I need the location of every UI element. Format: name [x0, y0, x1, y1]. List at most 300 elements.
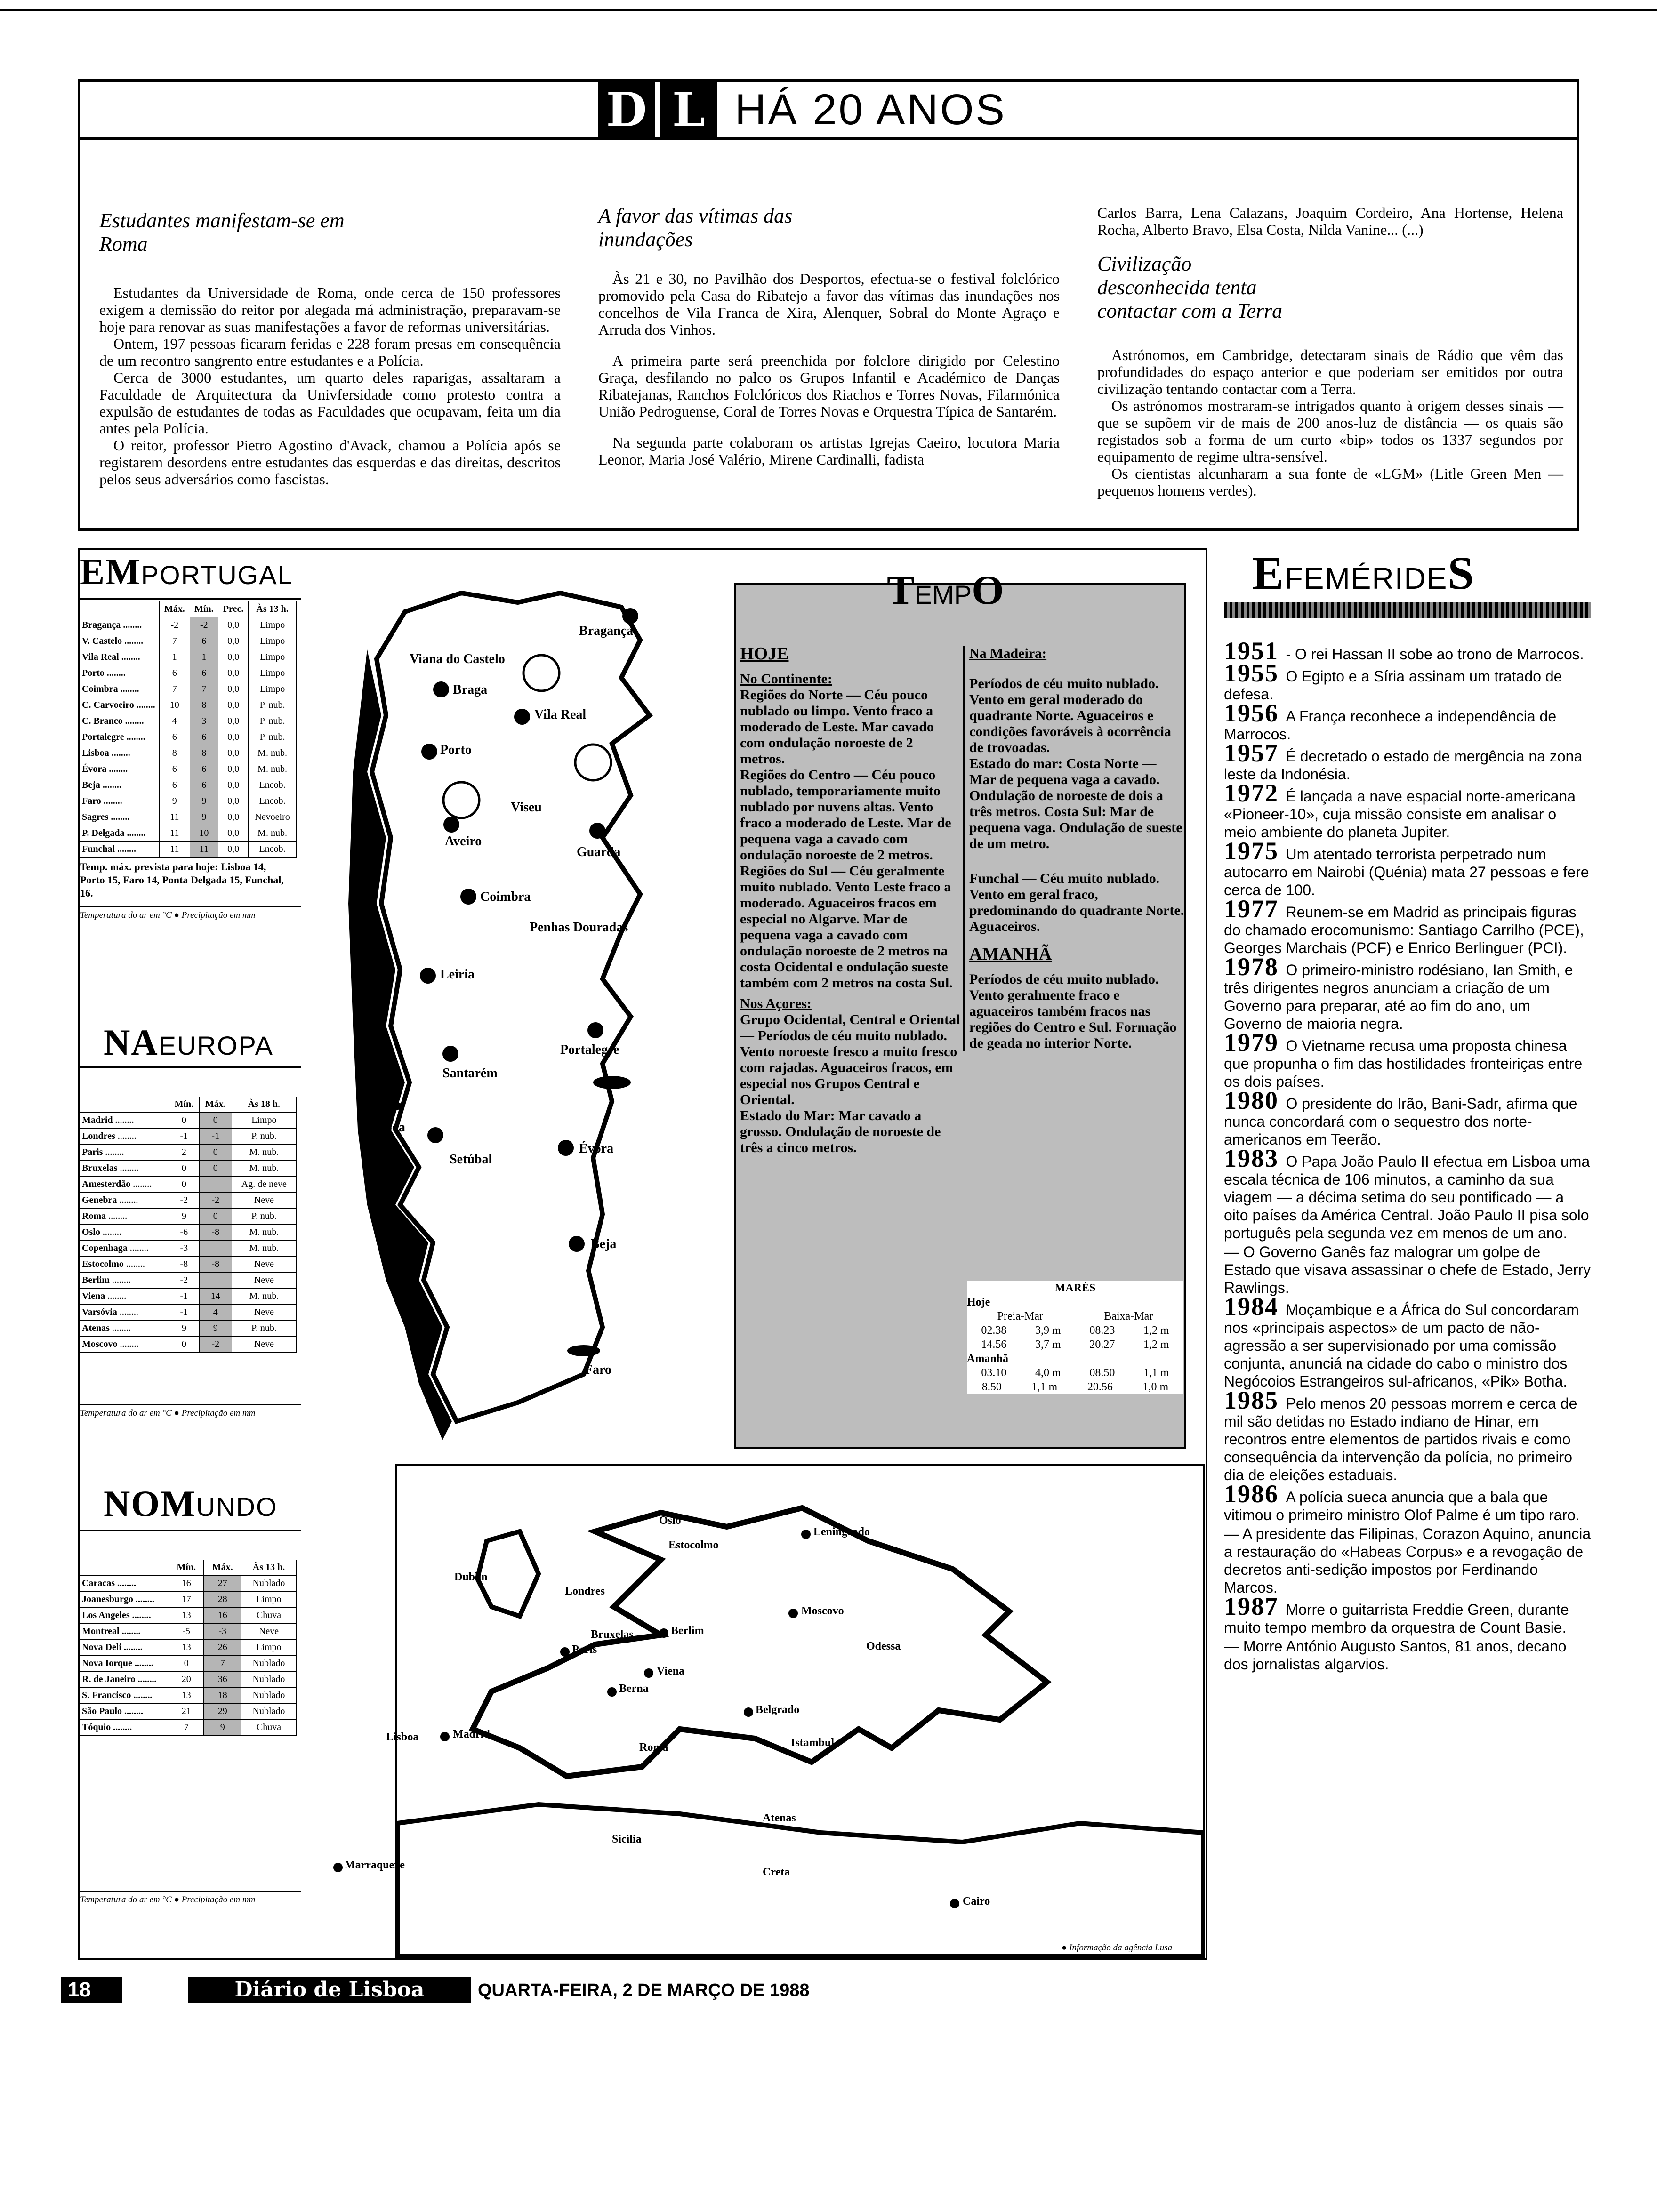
paragraph: Os cientistas alcunharam a sua fonte de «LGM» (Litle Green Men — pequenos homens verdes). — [1097, 465, 1563, 499]
cell-value: M. nub. — [232, 1241, 296, 1257]
title-big: NO — [104, 1483, 161, 1524]
table-row — [80, 617, 297, 633]
na-europa-panel — [80, 1021, 301, 1419]
cell-value: P. nub. — [232, 1209, 296, 1225]
title-mid: EMP — [914, 580, 972, 609]
cell-value: 13 — [169, 1640, 204, 1656]
efemerides-title — [1252, 546, 1591, 598]
cell-value: P. nub. — [249, 729, 297, 745]
em-portugal-table — [80, 601, 297, 858]
city-dot — [440, 1732, 450, 1741]
cell-value: 7 — [160, 633, 190, 649]
city-dot — [420, 968, 436, 984]
cell-city: Lisboa ........ — [80, 745, 160, 761]
article-roma — [99, 209, 561, 488]
cell-value: Neve — [232, 1337, 296, 1353]
header-city — [80, 601, 160, 617]
na-europa-table — [80, 1097, 297, 1353]
mares-cell: 1,0 m — [1142, 1381, 1169, 1393]
city-atenas: Atenas — [763, 1812, 796, 1824]
cell-city: Vila Real ........ — [80, 649, 160, 665]
efemeride-year: 1987 — [1224, 1592, 1286, 1620]
table-row — [80, 1161, 297, 1177]
cell-city: Viena ........ — [80, 1289, 169, 1305]
cell-value: Limpo — [249, 681, 297, 697]
cell-value: 16 — [169, 1576, 204, 1592]
efemeride-item — [1224, 1086, 1591, 1148]
cell-city: Nova Iorque ........ — [80, 1656, 169, 1672]
table-row — [80, 793, 297, 809]
efemeride-year: 1977 — [1224, 895, 1286, 923]
article-civilizacao — [1097, 204, 1563, 499]
cell-city: Estocolmo ........ — [80, 1257, 169, 1273]
cell-city: C. Carvoeiro ........ — [80, 697, 160, 713]
city-dot — [558, 1140, 574, 1156]
title-rest: UNDO — [196, 1492, 278, 1522]
hoje-heading: HOJE — [740, 644, 789, 664]
cell-value: 7 — [204, 1656, 241, 1672]
title-mid: FEMÉRIDE — [1284, 561, 1448, 595]
city-dot — [659, 1628, 668, 1638]
city-porto: Porto — [440, 743, 472, 757]
cell-value: 0,0 — [218, 761, 249, 777]
cell-value: 6 — [160, 665, 190, 681]
title-rest: EUROPA — [158, 1031, 274, 1060]
amanha-heading: AMANHÃ — [969, 944, 1052, 964]
city-braganca: Bragança — [579, 624, 634, 638]
mares-cell: 4,0 m — [1035, 1367, 1061, 1379]
city-dot — [443, 817, 459, 833]
cell-value: Chuva — [241, 1720, 296, 1736]
cell-city: Atenas ........ — [80, 1321, 169, 1337]
efemeride-item — [1224, 1386, 1591, 1484]
cell-value: 0,0 — [218, 665, 249, 681]
efemeride-item — [1224, 1292, 1591, 1390]
efemeride-year: 1955 — [1224, 659, 1286, 687]
header-max: Máx. — [204, 1560, 241, 1576]
cell-value: 6 — [160, 777, 190, 793]
mares-table — [967, 1281, 1183, 1394]
cell-value: P. nub. — [232, 1129, 296, 1145]
cell-value: 1 — [160, 649, 190, 665]
cell-city: Londres ........ — [80, 1129, 169, 1145]
table-row — [80, 1640, 297, 1656]
no-mundo-panel — [80, 1483, 301, 1905]
city-dot — [427, 1127, 443, 1143]
mares-cell: 14.56 — [981, 1338, 1007, 1351]
city-dublin: Dublin — [454, 1571, 488, 1583]
madeira-text: Períodos de céu muito nublado. Vento em geral moderado do quadrante Norte. Aguaceiros e condições favoráveis à ocorrência de trovoadas. — [969, 676, 1172, 755]
cell-city: Coimbra ........ — [80, 681, 160, 697]
header-city — [80, 1097, 169, 1113]
city-aveiro: Aveiro — [445, 834, 482, 849]
cell-value: 11 — [160, 842, 190, 858]
cloud-icon — [370, 1100, 402, 1112]
header-max: Máx. — [160, 601, 190, 617]
headline-roma: Estudantes manifestam-se em Roma — [99, 209, 345, 256]
cell-value: 26 — [204, 1640, 241, 1656]
mares-header — [967, 1309, 1183, 1323]
city-viseu: Viseu — [511, 800, 542, 815]
sun-icon — [523, 655, 559, 691]
forecast-text: Temp. máx. prevista para hoje: Lisboa 14, Porto 15, Faro 14, Ponta Delgada 15, Funchal, 16. — [80, 861, 284, 899]
table-row — [80, 809, 297, 825]
efemeride-year: 1957 — [1224, 739, 1286, 767]
efemeride-year: 1984 — [1224, 1292, 1286, 1321]
cell-value: M. nub. — [232, 1161, 296, 1177]
baixa-mar: Baixa-Mar — [1104, 1310, 1153, 1322]
cell-value: -2 — [169, 1273, 200, 1289]
cell-value: P. nub. — [249, 697, 297, 713]
table-row — [80, 1624, 297, 1640]
cell-value: -8 — [199, 1257, 232, 1273]
city-dot — [801, 1530, 811, 1539]
headline-inundacoes: A favor das vítimas das inundações — [598, 204, 793, 251]
cell-city: Sagres ........ — [80, 809, 160, 825]
mares-hoje: Hoje — [967, 1296, 990, 1308]
city-leiria: Leiria — [440, 967, 475, 982]
city-istambul: Istambul — [791, 1737, 835, 1749]
city-dot — [587, 1022, 603, 1038]
cell-value: M. nub. — [249, 825, 297, 842]
table-row — [80, 1688, 297, 1704]
table-row — [80, 681, 297, 697]
cell-city: Beja ........ — [80, 777, 160, 793]
city-dot — [644, 1668, 653, 1678]
efemeride-year: 1986 — [1224, 1480, 1286, 1508]
cell-value: 7 — [160, 681, 190, 697]
table-row — [80, 1672, 297, 1688]
city-setubal: Setúbal — [450, 1152, 492, 1167]
table-row — [80, 1321, 297, 1337]
city-bruxelas: Bruxelas — [591, 1628, 634, 1641]
city-evora: Évora — [579, 1141, 614, 1156]
city-lisboa-eu: Lisboa — [386, 1731, 419, 1743]
footer — [61, 1977, 1191, 2005]
cell-city: Porto ........ — [80, 665, 160, 681]
title-big: NA — [104, 1022, 159, 1063]
cell-value: Nublado — [241, 1672, 296, 1688]
city-dot — [514, 709, 530, 725]
logo-d: D — [598, 82, 655, 137]
efemeride-year: 1979 — [1224, 1028, 1286, 1057]
table-row — [80, 825, 297, 842]
cell-city: V. Castelo ........ — [80, 633, 160, 649]
cell-value: -8 — [169, 1257, 200, 1273]
cell-city: Bruxelas ........ — [80, 1161, 169, 1177]
cell-value: 6 — [190, 761, 218, 777]
dl-logo — [598, 82, 717, 137]
mares-amanha: Amanhã — [967, 1353, 1009, 1365]
table-row — [80, 1720, 297, 1736]
efemeride-item — [1224, 837, 1591, 899]
city-moscovo: Moscovo — [801, 1605, 844, 1617]
table-row — [80, 1305, 297, 1321]
title-big: EM — [80, 551, 141, 592]
europe-land — [473, 1508, 1047, 1776]
ha-20-anos-box — [78, 79, 1579, 531]
table-row — [80, 1608, 297, 1624]
cell-value: 0 — [199, 1209, 232, 1225]
cell-value: 0 — [169, 1177, 200, 1193]
cell-value: 0,0 — [218, 745, 249, 761]
cell-value: 0,0 — [218, 842, 249, 858]
city-berna: Berna — [619, 1683, 649, 1695]
efemeride-text: Reunem-se em Madrid as principais figuras do chamado erocomunismo: Santiago Carrilho (PCE), Georges Marchais (PCF) e Enrico Berlinguer (PCI). — [1224, 904, 1584, 956]
logo-l: L — [660, 82, 717, 137]
masthead: Diário de Lisboa — [188, 1977, 471, 2003]
cell-city: Varsóvia ........ — [80, 1305, 169, 1321]
efemeride-year: 1985 — [1224, 1386, 1286, 1414]
cell-value: -2 — [199, 1193, 232, 1209]
mares-cell: 1,2 m — [1143, 1324, 1169, 1337]
cell-city: São Paulo ........ — [80, 1704, 169, 1720]
issue-date: QUARTA-FEIRA, 2 DE MARÇO DE 1988 — [478, 1980, 810, 2000]
lusa-credit: ● Informação da agência Lusa — [1062, 1943, 1173, 1953]
table-row — [80, 1257, 297, 1273]
efemeride-extra: — A presidente das Filipinas, Corazon Aquino, anuncia a restauração do «Habeas Corpus» e a revogação de decretos anti-sedição impostos por Ferdinando Marcos. — [1224, 1525, 1591, 1596]
cell-city: Montreal ........ — [80, 1624, 169, 1640]
cell-value: 27 — [204, 1576, 241, 1592]
cell-value: 2 — [169, 1145, 200, 1161]
city-leningrado: Leningrado — [813, 1526, 870, 1538]
efemeride-text: Moçambique e a África do Sul concordaram nos «principais aspectos» de um pacto de não-agressão a ser supervisionado por uma comissão conjunta, anunciá na cidade do cabo o ministro dos Negócoios Estrangeiros sul-africanos, «Pik» Botha. — [1224, 1301, 1579, 1390]
mares-cell: 8.50 — [981, 1381, 1002, 1393]
ha-20-anos-header — [80, 82, 1577, 140]
cell-value: 0,0 — [218, 777, 249, 793]
cell-value: 0 — [199, 1145, 232, 1161]
article-inundacoes — [598, 204, 1060, 468]
city-roma: Roma — [639, 1741, 668, 1754]
table-row — [80, 1193, 297, 1209]
cell-value: 11 — [160, 825, 190, 842]
cell-value: 0,0 — [218, 825, 249, 842]
cell-value: M. nub. — [249, 745, 297, 761]
table-row — [80, 1592, 297, 1608]
cell-value: Limpo — [232, 1113, 296, 1129]
cell-value: Nublado — [241, 1576, 296, 1592]
city-londres: Londres — [565, 1585, 605, 1597]
header-min: Mín. — [190, 601, 218, 617]
cell-city: Bragança ........ — [80, 617, 160, 633]
cell-city: Paris ........ — [80, 1145, 169, 1161]
cell-city: Évora ........ — [80, 761, 160, 777]
paragraph: Os astrónomos mostraram-se intrigados quanto à origem desses sinais — que se supõem vir de mais de 200 anos-luz de distância — os quais são registados sob a forma de um curto «bip» todos os 1337 segundos por equipamento de regime ultra-sensível. — [1097, 397, 1563, 465]
cell-value: Chuva — [241, 1608, 296, 1624]
table-row — [80, 1704, 297, 1720]
city-viena: Viena — [657, 1665, 685, 1677]
efemeride-text: É lançada a nave espacial norte-americana «Pioneer-10», cuja missão consiste em analisar o meio ambiente do planeta Jupiter. — [1224, 788, 1576, 841]
cell-value: 0,0 — [218, 809, 249, 825]
efemeride-extra: — O Governo Ganês faz malograr um golpe de Estado que visava assassinar o chefe de Estado, Jerry Rawlings. — [1224, 1243, 1591, 1296]
madeira-mar: Estado do mar: Costa Norte — Mar de pequena vaga a cavado. Ondulação de noroeste de dois a três metros. Costa Sul: Mar de pequena vaga. Ondulação de sueste de um metro. — [969, 756, 1182, 851]
cell-value: 21 — [169, 1704, 204, 1720]
cell-value: 6 — [190, 633, 218, 649]
cell-value: 10 — [160, 697, 190, 713]
city-dot — [421, 744, 437, 760]
efemeride-text: O primeiro-ministro rodésiano, Ian Smith, e três dirigentes negros anunciam a criação de um Governo para preparar, até ao fim do ano, um Governo de maioria negra. — [1224, 962, 1573, 1032]
cell-value: Encob. — [249, 793, 297, 809]
table-row — [80, 729, 297, 745]
paragraph: Astrónomos, em Cambridge, detectaram sinais de Rádio que vêm das profundidades do espaço anterior e que poderiam ser emitidos por outra civilização tentando contactar com a Terra. — [1097, 346, 1563, 397]
madeira-heading: Na Madeira: — [969, 646, 1047, 661]
efemeride-item — [1224, 779, 1591, 841]
efemeride-item — [1224, 739, 1591, 783]
cell-value: 0,0 — [218, 681, 249, 697]
cell-value: 10 — [190, 825, 218, 842]
table-header — [80, 1097, 297, 1113]
table-row — [80, 697, 297, 713]
sun-icon — [575, 745, 611, 780]
table-row — [80, 665, 297, 681]
table-row — [80, 1289, 297, 1305]
cell-value: 1 — [190, 649, 218, 665]
city-odessa: Odessa — [866, 1640, 901, 1652]
cell-value: 36 — [204, 1672, 241, 1688]
article-body-civilizacao — [1097, 346, 1563, 499]
city-marraquexe: Marraquexe — [345, 1859, 405, 1871]
table-row — [80, 777, 297, 793]
paragraph: A primeira parte será preenchida por folclore dirigido por Celestino Graça, desfilando no palco os Grupos Infantil e Académico de Danças Ribatejanas, Ranchos Folclóricos dos Riachos e Torres Novas, Filarmónica União Pedroguense, Coral de Torres Novas e Orquestra Típica de Santarém. — [598, 352, 1060, 420]
table-header — [80, 601, 297, 617]
title-big: T — [887, 568, 915, 613]
headline-civilizacao: Civilização desconhecida tenta contactar com a Terra — [1097, 252, 1283, 322]
cell-value: -1 — [199, 1129, 232, 1145]
cell-value: Nublado — [241, 1704, 296, 1720]
efemeride-text: O Vietname recusa uma proposta chinesa que propunha o fim das hostilidades fronteiriças entre os dois países. — [1224, 1037, 1583, 1090]
table-row — [80, 1225, 297, 1241]
acores-mar: Estado do Mar: Mar cavado a grosso. Ondulação de noroeste de três a cinco metros. — [740, 1108, 941, 1155]
city-dot — [333, 1863, 343, 1872]
table-row — [80, 1241, 297, 1257]
city-sicilia: Sicília — [612, 1833, 642, 1845]
mares-cell: 3,7 m — [1035, 1338, 1061, 1351]
city-vila-real: Vila Real — [534, 707, 587, 722]
cell-city: Joanesburgo ........ — [80, 1592, 169, 1608]
continuation-text — [1097, 204, 1563, 238]
cell-value: 6 — [190, 665, 218, 681]
city-faro: Faro — [585, 1362, 612, 1377]
table-row — [80, 1129, 297, 1145]
cell-value: 28 — [204, 1592, 241, 1608]
cell-value: Neve — [232, 1305, 296, 1321]
paragraph: O reitor, professor Pietro Agostino d'Avack, chamou a Polícia após se registarem desordens entre estudantes das esquerdas e das direitas, descritos pelos seus adversários como fascistas. — [99, 437, 561, 488]
cell-value: 0,0 — [218, 713, 249, 729]
cell-value: Encob. — [249, 842, 297, 858]
mares-cell: 20.27 — [1089, 1338, 1115, 1351]
cell-value: P. nub. — [249, 713, 297, 729]
city-guarda: Guarda — [577, 845, 621, 859]
mares-cell: 08.23 — [1089, 1324, 1115, 1337]
paragraph: Às 21 e 30, no Pavilhão dos Desportos, efectua-se o festival folclórico promovido pela Casa do Ribatejo a favor das vítimas das inundações nos concelhos de Vila Franca de Xira, Alenquer, Sobral do Monte Agraço e Arruda dos Vinhos. — [598, 270, 1060, 338]
efemeride-text: O Papa João Paulo II efectua em Lisboa uma escala técnica de 106 minutos, a caminho da sua viagem — a décima setima do seu pontificado — a oito países da América Central. João Paulo II pisa solo português pela segunda vez em menos de um ano. — [1224, 1153, 1590, 1242]
efemeride-extra: — Morre António Augusto Santos, 81 anos, decano dos jornalistas algarvios. — [1224, 1638, 1567, 1673]
city-creta: Creta — [763, 1866, 790, 1878]
em-portugal-title — [80, 551, 301, 600]
cell-value: Neve — [232, 1257, 296, 1273]
cell-value: 0,0 — [218, 729, 249, 745]
cell-city: Nova Deli ........ — [80, 1640, 169, 1656]
cell-value: 0 — [169, 1161, 200, 1177]
city-dot — [589, 823, 605, 839]
tempo-col-left — [740, 646, 961, 1156]
paragraph: Estudantes da Universidade de Roma, onde cerca de 150 professores exigem a demissão do reitor por alegada má administração, preparavam-se hoje para renovar as suas manifestações a favor de reformas universitárias. — [99, 284, 561, 335]
units-note: Temperatura do ar em °C ● Precipitação em mm — [80, 1891, 301, 1905]
em-portugal-panel — [80, 551, 301, 921]
no-mundo-title — [80, 1483, 301, 1531]
cell-value: M. nub. — [232, 1225, 296, 1241]
cloud-icon — [593, 1076, 631, 1089]
city-coimbra: Coimbra — [480, 890, 531, 904]
efemeride-item — [1224, 1144, 1591, 1242]
mares-title: MARÉS — [1054, 1282, 1096, 1294]
cell-value: 6 — [190, 729, 218, 745]
cell-value: 3 — [190, 713, 218, 729]
header-prec: Prec. — [218, 601, 249, 617]
paragraph: Cerca de 3000 estudantes, um quarto deles raparigas, assaltaram a Faculdade de Arquitectura da Univfersidade como protesto contra a expulsão de estudantes de todas as Faculdades que ocupavam, feita um dia antes pela Polícia. — [99, 369, 561, 437]
continente-sul: Regiões do Sul — Céu geralmente muito nublado. Vento Leste fraco a moderado. Aguaceiros fracos em especial no Algarve. Mar de pequena vaga a cavado com ondulação noroeste de 2 metros na costa Ocidental e ondulação sueste também com 2 metros na costa Sul. — [740, 863, 953, 991]
cell-value: 0,0 — [218, 649, 249, 665]
mares-row — [967, 1338, 1183, 1352]
city-dot — [433, 681, 449, 697]
city-dot — [442, 1046, 458, 1062]
cell-value: Ag. de neve — [232, 1177, 296, 1193]
cell-city: Moscovo ........ — [80, 1337, 169, 1353]
cell-value: -3 — [169, 1241, 200, 1257]
city-dot — [788, 1609, 798, 1618]
mares-row — [967, 1380, 1183, 1394]
page-number: 18 — [61, 1977, 122, 2003]
city-dot — [744, 1707, 753, 1717]
cell-value: -5 — [169, 1624, 204, 1640]
efemerides-rule — [1224, 602, 1591, 618]
paragraph: Ontem, 197 pessoas ficaram feridas e 228 foram presas em consequência de um recontro sangrento entre estudantes e a Polícia. — [99, 335, 561, 369]
cell-city: P. Delgada ........ — [80, 825, 160, 842]
table-row — [80, 745, 297, 761]
mares-row — [967, 1366, 1183, 1380]
efemeride-year: 1975 — [1224, 837, 1286, 865]
cell-value: M. nub. — [249, 761, 297, 777]
city-madrid: Madrid — [453, 1728, 490, 1740]
efemeride-text: - O rei Hassan II sobe ao trono de Marrocos. — [1286, 646, 1584, 663]
africa-land — [397, 1804, 1203, 1956]
efemerides-panel — [1224, 546, 1591, 1674]
table-row — [80, 1145, 297, 1161]
cell-value: 9 — [199, 1321, 232, 1337]
cell-value: 0 — [169, 1656, 204, 1672]
mares-cell: 1,1 m — [1143, 1367, 1169, 1379]
cell-value: Neve — [241, 1624, 296, 1640]
cell-value: 0 — [199, 1161, 232, 1177]
city-dot — [607, 1687, 617, 1697]
cell-value: 0 — [169, 1337, 200, 1353]
cell-value: Limpo — [249, 665, 297, 681]
city-estocolmo: Estocolmo — [668, 1539, 719, 1551]
header-time: Às 13 h. — [249, 601, 297, 617]
mares-cell: 08.50 — [1089, 1367, 1115, 1379]
cell-value: 4 — [199, 1305, 232, 1321]
tempo-title — [887, 568, 1004, 625]
table-row — [80, 1576, 297, 1592]
table-row — [80, 1177, 297, 1193]
cell-value: 20 — [169, 1672, 204, 1688]
cell-value: Limpo — [249, 633, 297, 649]
cell-value: 0 — [169, 1113, 200, 1129]
cell-value: 16 — [204, 1608, 241, 1624]
table-header — [80, 1560, 297, 1576]
cell-city: Oslo ........ — [80, 1225, 169, 1241]
cell-value: M. nub. — [232, 1289, 296, 1305]
